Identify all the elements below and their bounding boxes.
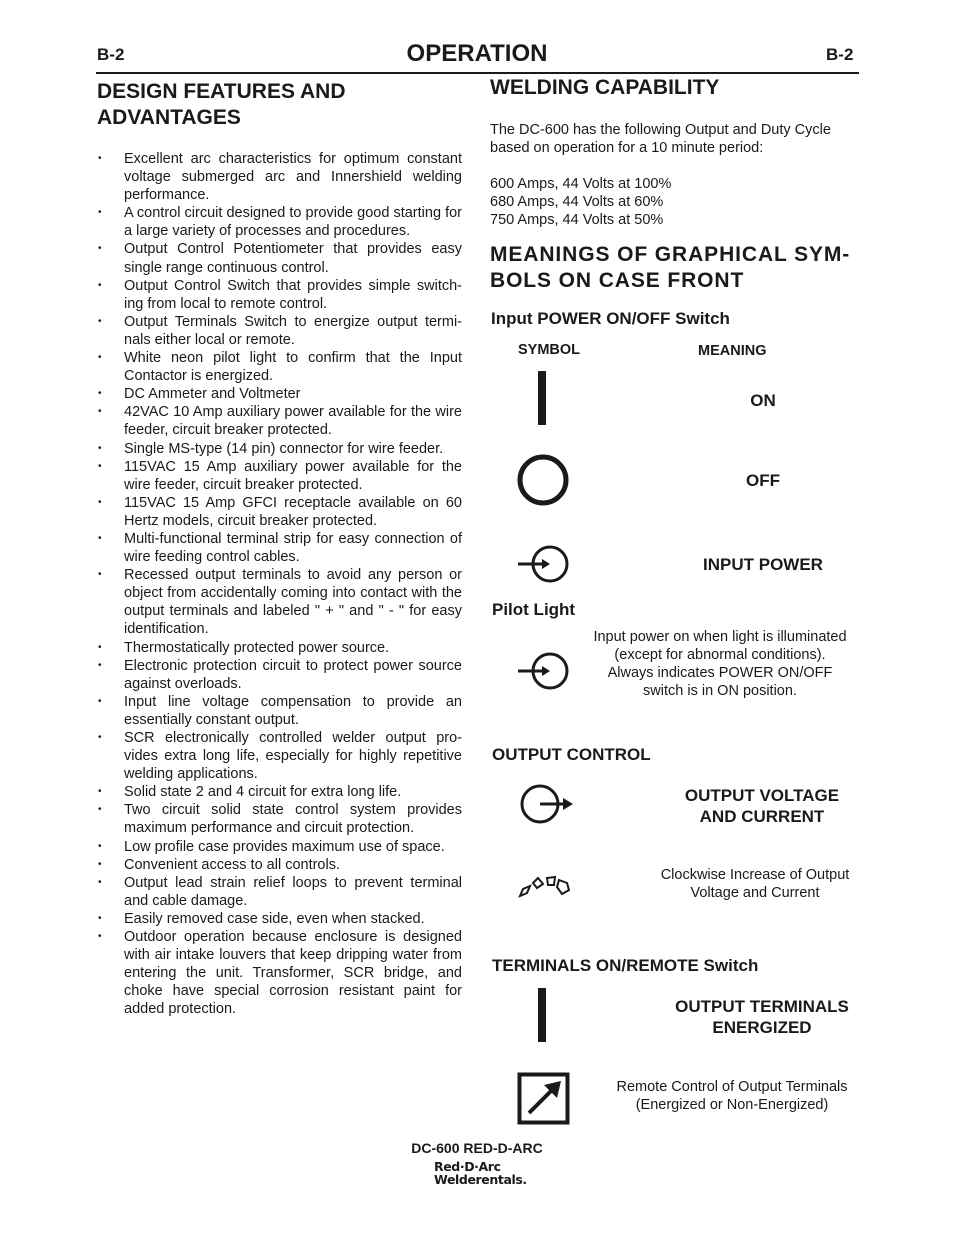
design-features-heading: DESIGN FEATURES AND ADVANTAGES [97, 80, 346, 129]
list-item: • A control circuit designed to provide good starting for a large variety of processes and procedures. [96, 204, 462, 240]
list-item: • Output Control Switch that provides simple switch-ing from local to remote control. [96, 277, 462, 313]
output-control-icon [518, 783, 576, 827]
list-item: • Easily removed case side, even when stacked. [96, 910, 462, 928]
list-item: • 115VAC 15 Amp auxiliary power available for the wire feeder, circuit breaker protected. [96, 458, 462, 494]
welding-capability-heading: WELDING CAPABILITY [490, 76, 720, 99]
list-item: • Single MS-type (14 pin) connector for wire feeder. [96, 440, 462, 458]
list-item: • Recessed output terminals to avoid any person or object from accidentally coming into contact with the output terminals and labeled " + " and " - " for easy identification. [96, 566, 462, 638]
rating-line: 600 Amps, 44 Volts at 100% [490, 176, 672, 192]
header-rule [96, 72, 859, 74]
input-power-label: INPUT POWER [703, 555, 823, 574]
output-terminals-energized-label: OUTPUT TERMINALS ENERGIZED [675, 997, 849, 1037]
list-item: • Output Control Potentiometer that provides easy single range continuous control. [96, 240, 462, 276]
page-number-left: B-2 [97, 45, 125, 64]
page-title: OPERATION [406, 40, 548, 67]
list-item: • White neon pilot light to confirm that the Input Contactor is energized. [96, 349, 462, 385]
features-list [96, 150, 462, 1019]
page-number-right: B-2 [826, 45, 854, 64]
on-line-icon [535, 371, 551, 427]
terminals-heading: TERMINALS ON/REMOTE Switch [492, 956, 759, 975]
symbols-heading: MEANINGS OF GRAPHICAL SYM- BOLS ON CASE FRONT [490, 243, 851, 292]
output-control-heading: OUTPUT CONTROL [492, 745, 651, 764]
clockwise-increase-icon [517, 874, 575, 900]
pilot-light-heading: Pilot Light [492, 600, 576, 619]
list-item: • 42VAC 10 Amp auxiliary power available for the wire feeder, circuit breaker protected. [96, 403, 462, 439]
list-item: • Convenient access to all controls. [96, 856, 462, 874]
list-item: • Two circuit solid state control system provides maximum performance and circuit protection. [96, 801, 462, 837]
symbol-column-header: SYMBOL [518, 342, 581, 358]
ratings-list [490, 175, 671, 229]
list-item: • Solid state 2 and 4 circuit for extra long life. [96, 783, 462, 801]
list-item: • Excellent arc characteristics for optimum constant voltage submerged arc and Innershield welding performance. [96, 150, 462, 204]
list-item: • Output lead strain relief loops to prevent terminal and cable damage. [96, 874, 462, 910]
pilot-light-icon [516, 650, 576, 694]
list-item: • Low profile case provides maximum use of space. [96, 838, 462, 856]
welding-intro: The DC-600 has the following Output and Duty Cycle based on operation for a 10 minute period: [490, 122, 831, 157]
list-item: • Outdoor operation because enclosure is designed with air intake louvers that keep dripping water from entering the unit. Transformer, SCR bridge, and choke have special corrosion resistant paint for added protection. [96, 928, 462, 1018]
list-item: • Multi-functional terminal strip for easy connection of wire feeding control cables. [96, 530, 462, 566]
off-circle-icon [516, 453, 572, 509]
footer-logo: Red·D·Arc Welderentals. [434, 1159, 527, 1187]
remote-control-description: Remote Control of Output Terminals (Energized or Non-Energized) [616, 1079, 848, 1114]
list-item: • SCR electronically controlled welder output pro-vides extra long life, especially for highly repetitive welding applications. [96, 729, 462, 783]
pilot-light-description: Input power on when light is illuminated (except for abnormal conditions). Always indicates POWER ON/OFF switch is in ON position. [593, 629, 847, 700]
list-item: • DC Ammeter and Voltmeter [96, 385, 462, 403]
list-item: • Input line voltage compensation to provide an essentially constant output. [96, 693, 462, 729]
input-power-icon [516, 543, 576, 587]
remote-control-icon [517, 1072, 573, 1128]
list-item: • Electronic protection circuit to protect power source against overloads. [96, 657, 462, 693]
footer-model: DC-600 RED-D-ARC [411, 1140, 543, 1156]
list-item: • 115VAC 15 Amp GFCI receptacle available on 60 Hertz models, circuit breaker protected. [96, 494, 462, 530]
meaning-column-header: MEANING [698, 343, 767, 359]
input-power-heading: Input POWER ON/OFF Switch [491, 309, 730, 328]
off-label: OFF [746, 471, 780, 490]
clockwise-description: Clockwise Increase of Output Voltage and Current [660, 867, 850, 902]
list-item: • Output Terminals Switch to energize output termi-nals either local or remote. [96, 313, 462, 349]
terminals-on-icon [535, 988, 551, 1044]
output-voltage-current-label: OUTPUT VOLTAGE AND CURRENT [684, 786, 840, 826]
on-label: ON [750, 391, 776, 410]
rating-line: 680 Amps, 44 Volts at 60% [490, 194, 664, 211]
list-item: • Thermostatically protected power source. [96, 639, 462, 657]
rating-line: 750 Amps, 44 Volts at 50% [490, 212, 664, 229]
